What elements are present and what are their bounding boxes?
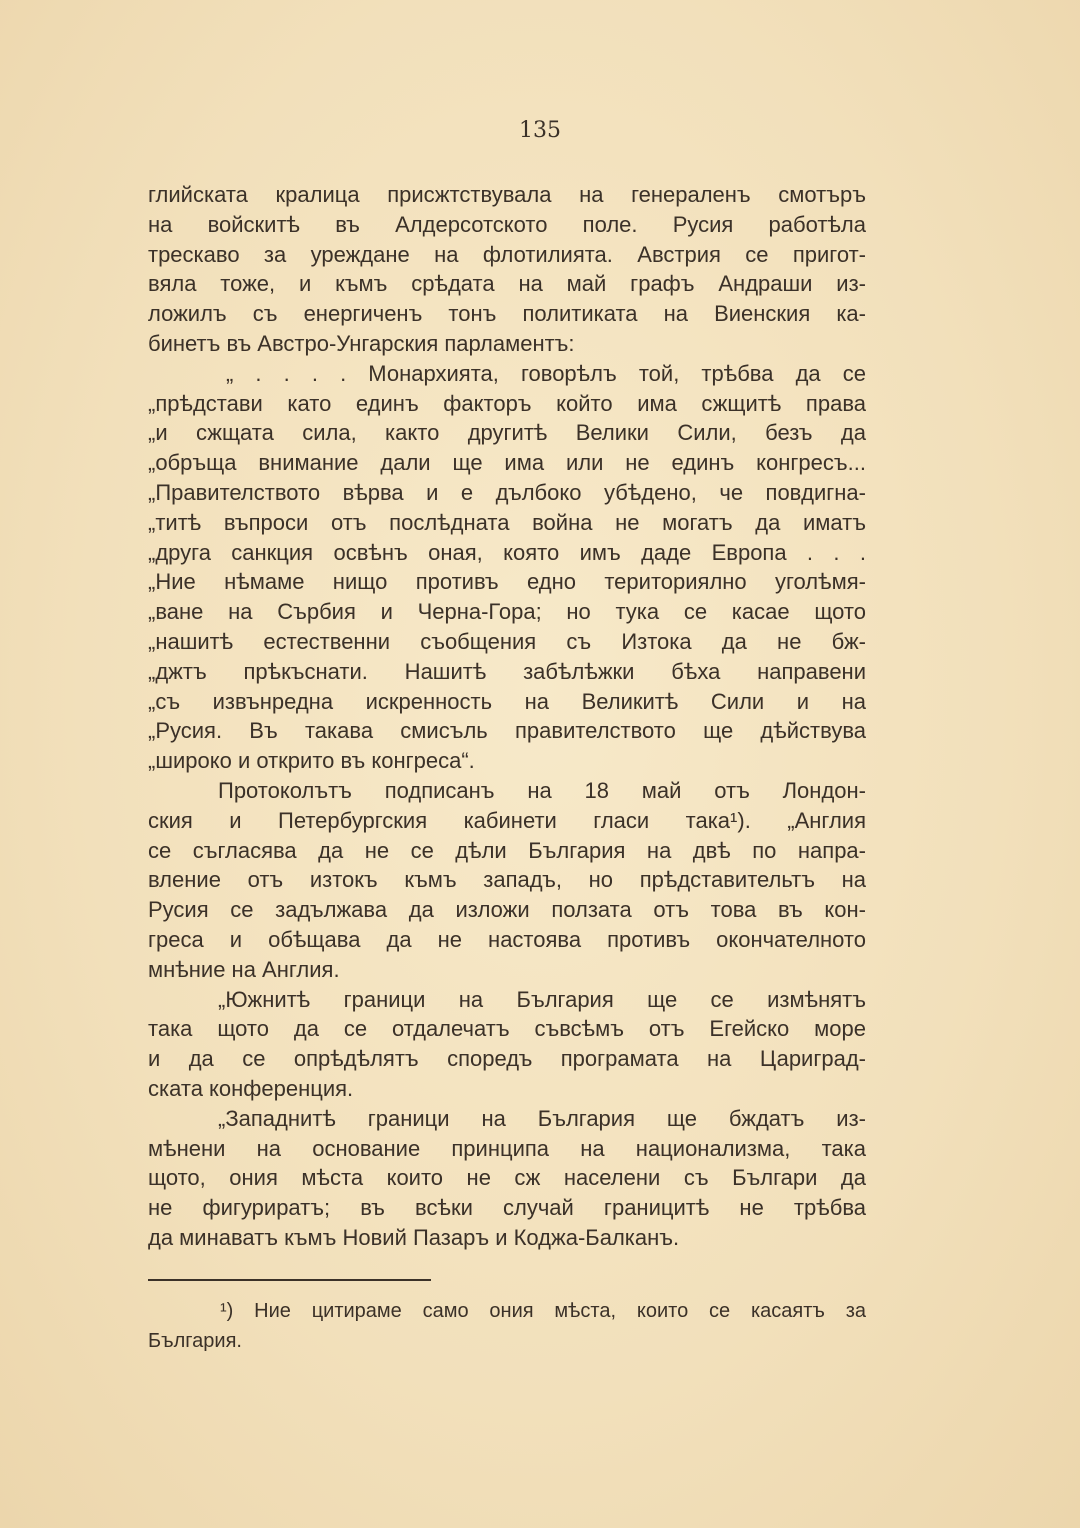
text-line: „Южнитѣ граници на България ще се измѣнятъ (218, 986, 866, 1012)
paragraph (148, 776, 866, 985)
body-text (148, 180, 866, 1253)
text-line: „титѣ въпроси отъ послѣдната война не могатъ да иматъ (148, 509, 866, 535)
quotation (148, 359, 866, 776)
text-line: „джтъ прѣкъснати. Нашитѣ забѣлѣжки бѣха направени (148, 658, 866, 684)
text-line: вяла тоже, и къмъ срѣдата на май графъ Андраши из- (148, 271, 866, 297)
text-line: щото, ония мѣста които не сж населени съ Българи да (148, 1165, 866, 1191)
text-line: „съ извънредна искренность на Великитѣ Сили и на (148, 688, 866, 714)
text-line: мнѣние на Англия. (148, 956, 340, 982)
text-line: ложилъ съ енергиченъ тонъ политиката на Виенския ка- (148, 301, 866, 327)
text-line: „обръща внимание дали ще има или не единъ конгресъ... (148, 450, 866, 476)
text-line: бинетъ въ Австро-Унгарския парламентъ: (148, 330, 575, 356)
text-line: „нашитѣ естественни съобщения съ Изтока да не бж- (148, 628, 866, 654)
paragraph (148, 985, 866, 1104)
text-line: мѣнени на основание принципа на национализма, така (148, 1135, 866, 1161)
text-line: вление отъ изтокъ къмъ западъ, но прѣдставительтъ на (148, 867, 866, 893)
text-line: Русия се задължава да изложи ползата отъ това въ кон- (148, 897, 866, 923)
text-line: на войскитѣ въ Алдерсотското поле. Русия работѣла (148, 211, 866, 237)
footnote (148, 1296, 866, 1356)
text-line: „широко и открито въ конгреса“. (148, 748, 475, 774)
text-line: глийската кралица присжтствувала на генераленъ смотъръ (148, 182, 866, 207)
text-line: „Ние нѣмаме нищо противъ едно териториялно уголѣмя- (148, 569, 866, 595)
footnote-line: ¹) Ние цитираме само ония мѣста, които се касаятъ за (220, 1300, 866, 1322)
text-line: „прѣдстави като единъ факторъ който има сжщитѣ права (148, 390, 866, 416)
text-line: се съгласява да не се дѣли България на двѣ по напра- (148, 837, 866, 863)
text-line: трескаво за уреждане на флотилията. Австрия се пригот- (148, 241, 866, 267)
text-line: Протоколътъ подписанъ на 18 май отъ Лондон- (218, 777, 866, 803)
text-line: „и сжщата сила, както другитѣ Велики Сили, безъ да (148, 420, 866, 446)
text-line: не фигуриратъ; въ всѣки случай границитѣ не трѣбва (148, 1195, 866, 1221)
text-line: ската конференция. (148, 1075, 354, 1101)
text-line: така щото да се отдалечатъ съвсѣмъ отъ Егейско море (148, 1016, 866, 1042)
footnote-line: България. (148, 1330, 242, 1352)
text-line: „ . . . . Монархията, говорѣлъ той, трѣбва да се (226, 360, 866, 386)
text-line: „ване на Сърбия и Черна-Гора; но тука се касае щото (148, 599, 866, 625)
text-line: „друга санкция освѣнъ оная, която имъ даде Европа . . . (148, 539, 866, 565)
paragraph (148, 180, 866, 359)
footnote-rule (148, 1279, 431, 1281)
page-number: 135 (519, 118, 561, 143)
text-line: „Западнитѣ граници на България ще бждатъ из- (218, 1105, 866, 1131)
paragraph (148, 1104, 866, 1253)
text-line: ския и Петербургския кабинети гласи така¹). „Англия (148, 807, 866, 833)
text-line: „Правителството вѣрва и е дълбоко убѣдено, че повдигна- (148, 479, 866, 505)
text-line: греса и обѣщава да не настоява противъ окончателното (148, 926, 866, 952)
text-line: да минаватъ къмъ Новий Пазаръ и Коджа-Балканъ. (148, 1224, 680, 1250)
text-line: и да се опрѣдѣлятъ споредъ програмата на Цариград- (148, 1046, 866, 1072)
text-line: „Русия. Въ такава смисъль правителството ще дѣйствува (148, 718, 866, 744)
